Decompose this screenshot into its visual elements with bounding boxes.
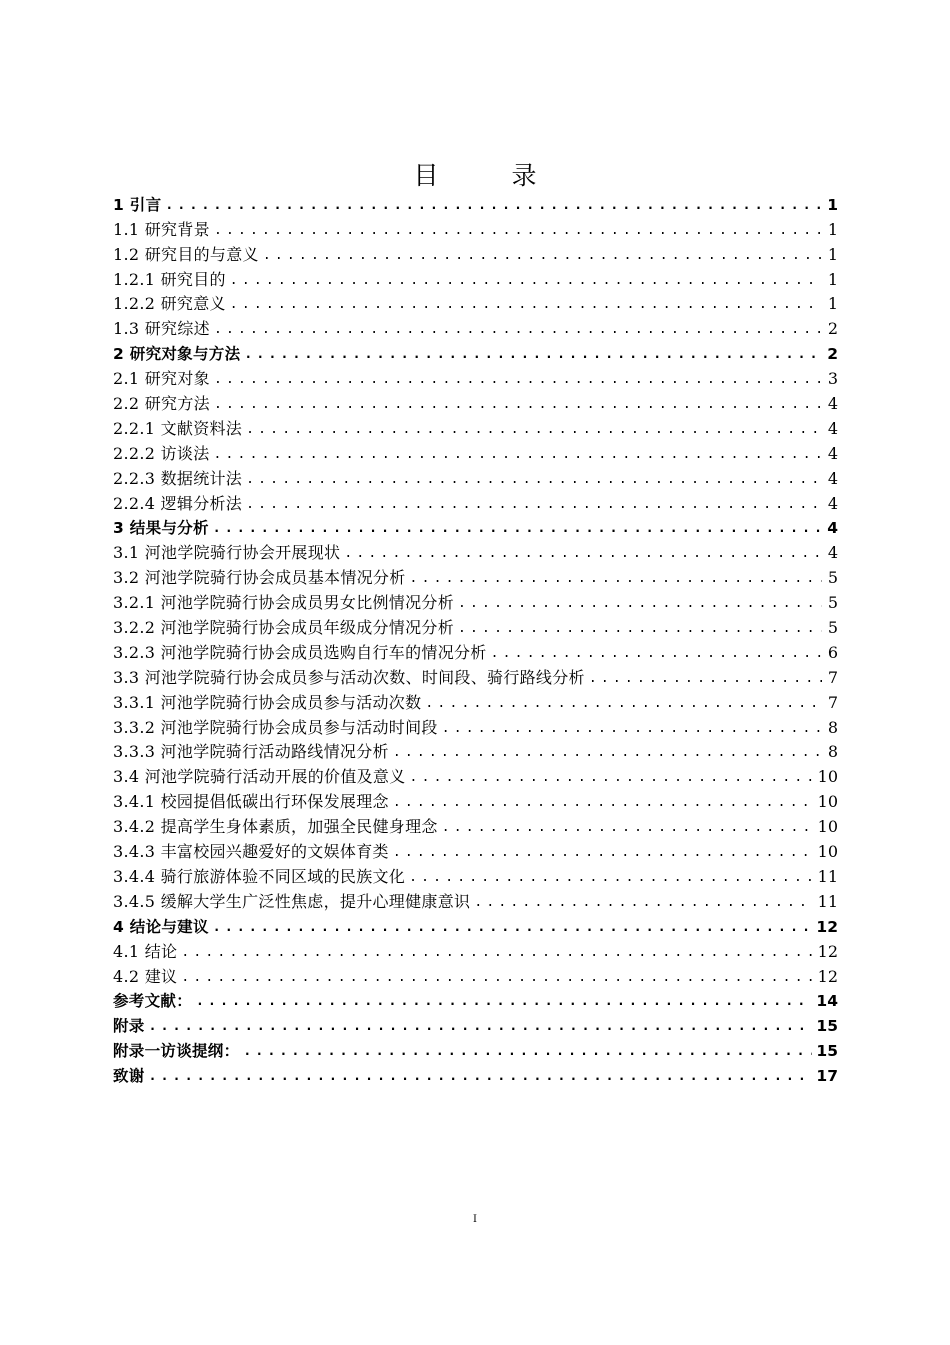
toc-entry-page-number: 1 — [827, 219, 838, 239]
toc-entry[interactable] — [113, 414, 838, 439]
toc-dot-leader — [213, 520, 822, 538]
toc-entry-label: 3.2 河池学院骑行协会成员基本情况分析 — [113, 568, 406, 588]
toc-dot-leader — [458, 620, 822, 638]
toc-entry-label: 3.4.3 丰富校园兴趣爱好的文娱体育类 — [113, 842, 389, 862]
toc-entry[interactable] — [113, 738, 838, 763]
toc-entry-label: 3.3.2 河池学院骑行协会成员参与活动时间段 — [113, 717, 438, 737]
toc-entry[interactable] — [113, 787, 838, 812]
toc-entry[interactable] — [113, 538, 838, 563]
toc-entry[interactable] — [113, 962, 838, 987]
toc-entry-page-number: 17 — [816, 1067, 838, 1086]
toc-dot-leader — [149, 1018, 813, 1036]
toc-entry-label: 1.2.2 研究意义 — [113, 294, 226, 314]
toc-entry[interactable] — [113, 563, 838, 588]
toc-entry-page-number: 2 — [827, 319, 838, 339]
toc-entry-label: 4.2 建议 — [113, 966, 178, 986]
toc-entry-page-number: 10 — [817, 817, 838, 837]
toc-dot-leader — [409, 869, 814, 887]
toc-entry-page-number: 6 — [827, 642, 838, 662]
toc-entry[interactable] — [113, 837, 838, 862]
toc-entry-page-number: 4 — [827, 418, 838, 438]
toc-entry-page-number: 1 — [827, 195, 838, 214]
toc-entry-label: 3.1 河池学院骑行协会开展现状 — [113, 543, 341, 563]
toc-entry-page-number: 4 — [827, 394, 838, 414]
footer-page-number: I — [473, 1214, 477, 1225]
toc-entry[interactable] — [113, 1061, 838, 1086]
toc-dot-leader — [491, 645, 822, 663]
toc-entry[interactable] — [113, 439, 838, 464]
toc-entry-page-number: 4 — [827, 493, 838, 513]
toc-entry-label: 1.1 研究背景 — [113, 219, 210, 239]
toc-entry-label: 2.2.4 逻辑分析法 — [113, 493, 243, 513]
toc-entry-page-number: 5 — [827, 568, 838, 588]
toc-entry[interactable] — [113, 937, 838, 962]
toc-entry-label: 2 研究对象与方法 — [113, 345, 241, 364]
toc-dot-leader — [165, 197, 822, 215]
toc-entry[interactable] — [113, 215, 838, 240]
toc-dot-leader — [214, 321, 822, 339]
toc-entry-page-number: 1 — [827, 269, 838, 289]
toc-dot-leader — [181, 944, 813, 962]
toc-dot-leader — [244, 346, 822, 364]
toc-entry-label: 1.2 研究目的与意义 — [113, 244, 259, 264]
toc-entry-page-number: 3 — [827, 369, 838, 389]
toc-dot-leader — [246, 496, 822, 514]
toc-dot-leader — [393, 744, 822, 762]
toc-entry[interactable] — [113, 912, 838, 937]
toc-entry-page-number: 4 — [827, 519, 838, 538]
toc-entry-page-number: 12 — [817, 966, 838, 986]
toc-entry-page-number: 4 — [827, 468, 838, 488]
toc-entry-label: 2.1 研究对象 — [113, 369, 210, 389]
toc-dot-leader — [344, 545, 822, 563]
toc-entry-label: 3.3.1 河池学院骑行协会成员参与活动次数 — [113, 692, 422, 712]
toc-dot-leader — [425, 695, 822, 713]
toc-entry-page-number: 4 — [827, 443, 838, 463]
toc-entry-page-number: 1 — [827, 294, 838, 314]
toc-entry[interactable] — [113, 862, 838, 887]
toc-entry-label: 2.2.3 数据统计法 — [113, 468, 243, 488]
toc-entry[interactable] — [113, 588, 838, 613]
toc-entry[interactable] — [113, 514, 838, 539]
toc-entry[interactable] — [113, 464, 838, 489]
toc-dot-leader — [442, 819, 814, 837]
toc-entry-label: 1.2.1 研究目的 — [113, 269, 226, 289]
toc-entry[interactable] — [113, 1011, 838, 1036]
toc-entry[interactable] — [113, 762, 838, 787]
toc-entry-page-number: 11 — [817, 891, 838, 911]
toc-dot-leader — [214, 446, 823, 464]
toc-entry-label: 附录 — [113, 1017, 145, 1036]
toc-entry[interactable] — [113, 489, 838, 514]
toc-entry[interactable] — [113, 613, 838, 638]
toc-dot-leader — [263, 247, 822, 265]
toc-entry-label: 3 结果与分析 — [113, 519, 209, 538]
toc-entry[interactable] — [113, 339, 838, 364]
toc-entry[interactable] — [113, 389, 838, 414]
toc-entry-page-number: 8 — [827, 742, 838, 762]
toc-dot-leader — [230, 296, 822, 314]
toc-entry-label: 3.2.3 河池学院骑行协会成员选购自行车的情况分析 — [113, 642, 487, 662]
toc-dot-leader — [393, 794, 814, 812]
table-of-contents — [113, 190, 838, 1086]
toc-dot-leader — [214, 396, 822, 414]
toc-entry-label: 3.2.2 河池学院骑行协会成员年级成分情况分析 — [113, 618, 454, 638]
toc-title: 目 录 — [413, 161, 561, 190]
toc-entry-page-number: 8 — [827, 717, 838, 737]
toc-entry-page-number: 1 — [827, 244, 838, 264]
toc-entry[interactable] — [113, 240, 838, 265]
toc-dot-leader — [243, 1043, 812, 1061]
toc-entry-page-number: 5 — [827, 618, 838, 638]
toc-entry-page-number: 12 — [817, 941, 838, 961]
toc-dot-leader — [214, 371, 822, 389]
toc-entry[interactable] — [113, 364, 838, 389]
toc-entry[interactable] — [113, 713, 838, 738]
toc-entry-label: 4 结论与建议 — [113, 917, 209, 936]
toc-dot-leader — [196, 993, 812, 1011]
toc-entry-page-number: 11 — [817, 866, 838, 886]
toc-entry-page-number: 10 — [817, 767, 838, 787]
toc-entry-page-number: 4 — [827, 543, 838, 563]
toc-entry-label: 参考文献： — [113, 992, 193, 1011]
toc-entry-label: 3.2.1 河池学院骑行协会成员男女比例情况分析 — [113, 593, 454, 613]
toc-dot-leader — [458, 595, 822, 613]
toc-dot-leader — [246, 471, 822, 489]
toc-entry-label: 2.2.1 文献资料法 — [113, 418, 243, 438]
toc-entry[interactable] — [113, 290, 838, 315]
toc-entry-page-number: 12 — [816, 917, 838, 936]
toc-entry-label: 3.3.3 河池学院骑行活动路线情况分析 — [113, 742, 389, 762]
toc-dot-leader — [149, 1068, 813, 1086]
toc-entry-label: 3.4.2 提高学生身体素质，加强全民健身理念 — [113, 817, 438, 837]
toc-entry-label: 致谢 — [113, 1067, 145, 1086]
toc-entry[interactable] — [113, 265, 838, 290]
toc-entry-label: 3.4.4 骑行旅游体验不同区域的民族文化 — [113, 866, 406, 886]
toc-dot-leader — [474, 894, 813, 912]
toc-entry-page-number: 5 — [827, 593, 838, 613]
toc-dot-leader — [230, 272, 822, 290]
toc-entry-page-number: 15 — [816, 1017, 838, 1036]
toc-entry[interactable] — [113, 663, 838, 688]
toc-entry[interactable] — [113, 887, 838, 912]
toc-entry-label: 3.4 河池学院骑行活动开展的价值及意义 — [113, 767, 406, 787]
toc-entry-label: 2.2 研究方法 — [113, 394, 210, 414]
toc-entry-label: 3.4.1 校园提倡低碳出行环保发展理念 — [113, 792, 389, 812]
toc-dot-leader — [181, 969, 813, 987]
toc-entry-page-number: 2 — [827, 345, 838, 364]
toc-entry-label: 4.1 结论 — [113, 941, 178, 961]
toc-entry-label: 2.2.2 访谈法 — [113, 443, 210, 463]
toc-entry[interactable] — [113, 987, 838, 1012]
toc-entry-page-number: 15 — [816, 1042, 838, 1061]
toc-entry-label: 3.3 河池学院骑行协会成员参与活动次数、时间段、骑行路线分析 — [113, 667, 585, 687]
toc-entry-page-number: 7 — [827, 692, 838, 712]
toc-entry[interactable] — [113, 314, 838, 339]
toc-dot-leader — [410, 769, 814, 787]
toc-entry-label: 1 引言 — [113, 195, 162, 214]
toc-entry[interactable] — [113, 190, 838, 215]
toc-entry[interactable] — [113, 812, 838, 837]
toc-dot-leader — [410, 570, 822, 588]
toc-entry-page-number: 10 — [817, 842, 838, 862]
toc-entry[interactable] — [113, 638, 838, 663]
toc-entry[interactable] — [113, 1036, 838, 1061]
toc-dot-leader — [213, 919, 813, 937]
toc-entry[interactable] — [113, 688, 838, 713]
toc-dot-leader — [246, 421, 822, 439]
toc-entry-page-number: 7 — [827, 667, 838, 687]
toc-entry-page-number: 14 — [816, 992, 838, 1011]
toc-entry-label: 附录一访谈提纲： — [113, 1042, 240, 1061]
toc-dot-leader — [589, 670, 822, 688]
toc-entry-label: 3.4.5 缓解大学生广泛性焦虑，提升心理健康意识 — [113, 891, 471, 911]
toc-dot-leader — [393, 844, 814, 862]
toc-entry-page-number: 10 — [817, 792, 838, 812]
toc-dot-leader — [442, 720, 822, 738]
toc-dot-leader — [214, 222, 822, 240]
toc-entry-label: 1.3 研究综述 — [113, 319, 210, 339]
